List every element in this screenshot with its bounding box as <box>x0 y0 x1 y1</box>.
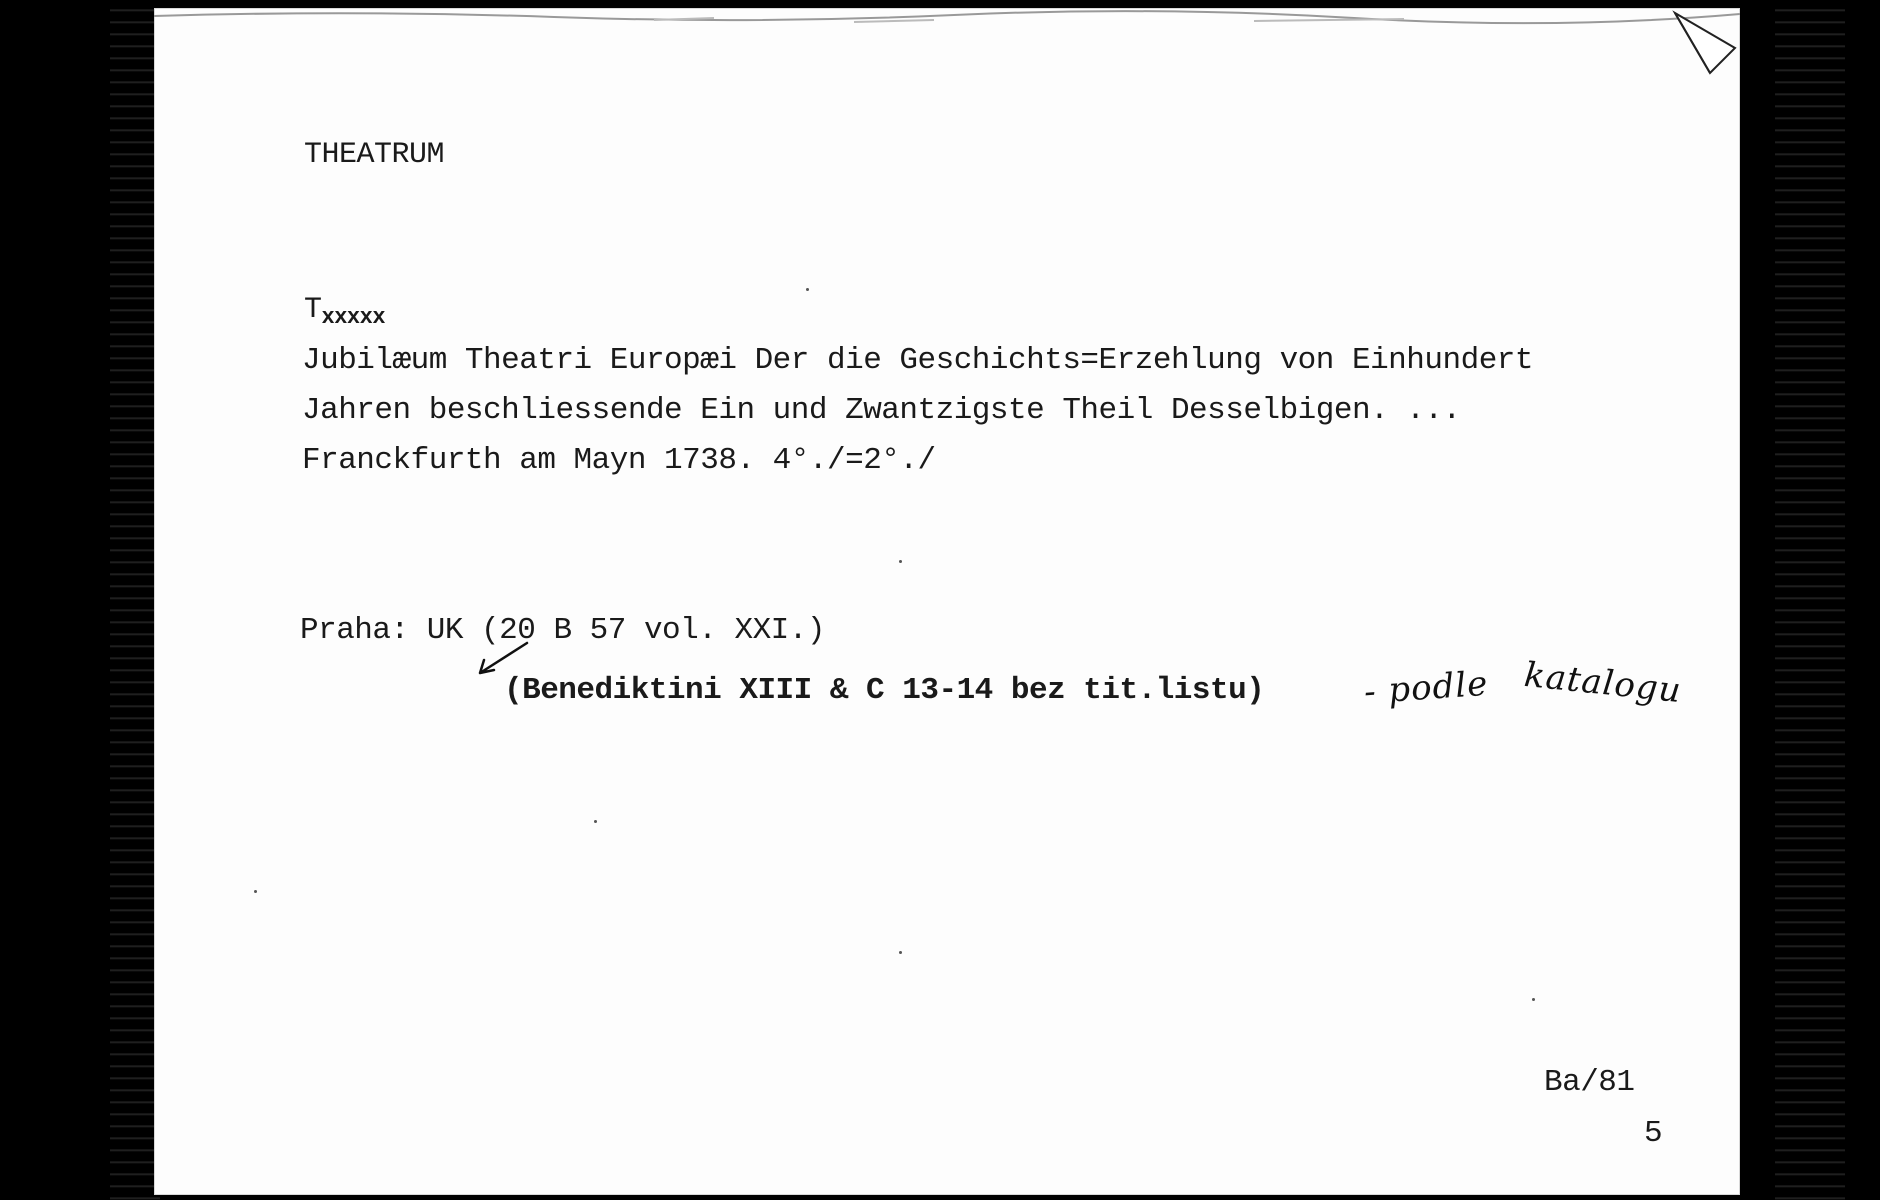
title-line-1: Jubilæum Theatri Europæi Der die Geschichts=Erzehlung von Einhundert <box>302 343 1534 378</box>
title-line-2: Jahren beschliessende Ein und Zwantzigste Theil Desselbigen. ... <box>302 393 1461 428</box>
folded-corner-icon <box>1670 8 1740 78</box>
holding-location: Praha: UK (20 B 57 vol. XXI.) <box>300 613 825 648</box>
insertion-arrow-icon <box>472 638 532 678</box>
handwritten-annotation-1: - podle <box>1362 663 1490 713</box>
scan-edge-left <box>110 0 160 1200</box>
speck <box>806 288 809 291</box>
speck <box>1532 998 1535 1001</box>
card-heading: THEATRUM <box>304 138 445 172</box>
holding-note: (Benediktini XIII & C 13-14 bez tit.listu) <box>504 673 1265 708</box>
card-top-edge <box>154 8 1740 26</box>
speck <box>254 890 257 893</box>
shelfmark: Ba/81 <box>1544 1065 1635 1100</box>
title-line-3: Franckfurth am Mayn 1738. 4°./=2°./ <box>302 443 936 478</box>
struck-prefix: T <box>304 293 322 327</box>
handwritten-annotation-2: katalogu <box>1522 654 1684 712</box>
struck-out-word <box>304 293 386 330</box>
speck <box>899 560 902 563</box>
scan-edge-right <box>1775 0 1845 1200</box>
page-number: 5 <box>1644 1116 1663 1151</box>
catalog-card <box>154 8 1740 1195</box>
speck <box>899 951 902 954</box>
speck <box>594 820 597 823</box>
struck-letters: xxxxx <box>321 305 386 330</box>
